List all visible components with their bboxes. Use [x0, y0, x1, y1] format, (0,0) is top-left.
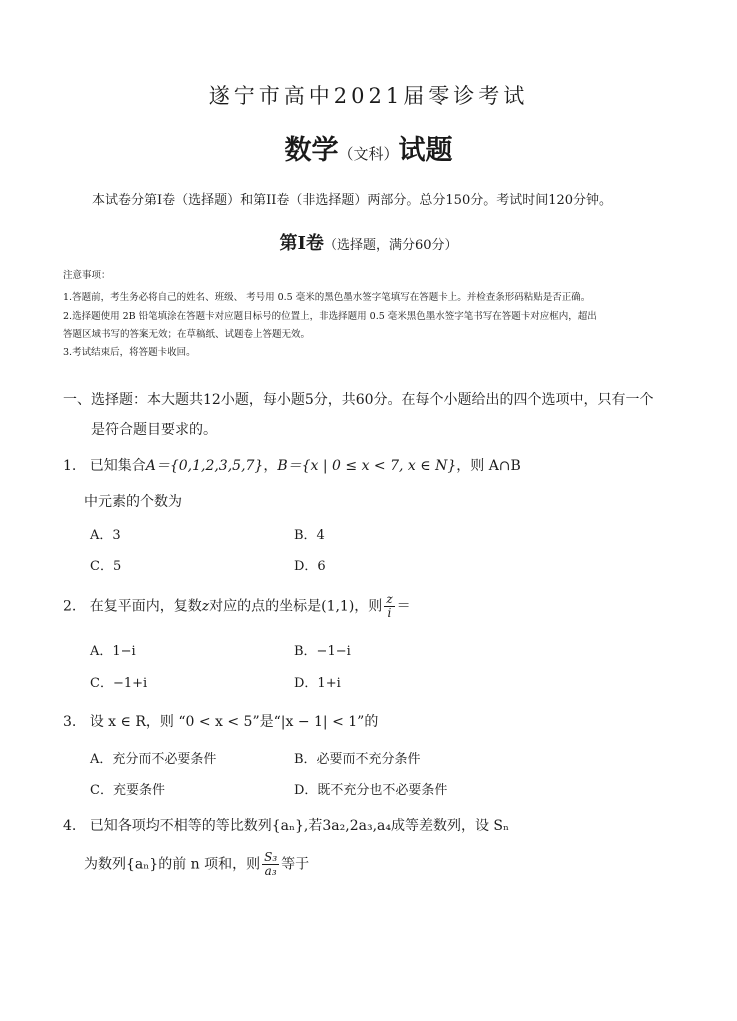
subject-paren: （文科） — [338, 145, 399, 163]
question-text: 在复平面内，复数 — [89, 598, 202, 615]
fraction-denominator: a₃ — [264, 864, 277, 878]
fraction-numerator: z — [386, 592, 393, 606]
option-a: A．充分而不必要条件 — [90, 752, 217, 767]
variable-z: z — [201, 598, 210, 615]
option-b: B．4 — [294, 528, 325, 543]
question-text: 已知集合 — [89, 458, 146, 474]
option-c: C．5 — [90, 559, 122, 574]
option-c: C．−1+i — [90, 676, 148, 691]
question-number: 4. — [63, 818, 77, 834]
question-1 — [63, 455, 521, 475]
part1-title: 第Ⅰ卷 — [279, 233, 324, 254]
question-number: 3. — [63, 714, 77, 730]
notice-item: 1.答题前，考生务必将自己的姓名、班级、 考号用 0.5 毫米的黑色墨水签字笔填写在答题卡上。并检查条形码粘贴是否正确。 — [63, 292, 591, 303]
question-text-mid: 对应的点的坐标是(1,1)，则 — [209, 598, 383, 615]
option-d: D．1+i — [294, 676, 341, 691]
option-d: D．既不充分也不必要条件 — [294, 783, 448, 798]
notice-heading: 注意事项： — [63, 270, 111, 281]
part1-subtitle: （选择题，满分60分） — [323, 238, 458, 253]
fraction-z-over-i — [384, 593, 394, 620]
notice-item: 2.选择题使用 2B 铅笔填涂在答题卡对应题目标号的位置上，非选择题用 0.5 毫米黑色墨水签字笔书写在答题卡对应框内，超出 — [63, 311, 597, 322]
option-d: D．6 — [294, 559, 326, 574]
subject-name: 数学 — [284, 135, 339, 166]
option-c: C．充要条件 — [90, 783, 165, 798]
equals-sign: ＝ — [396, 598, 411, 615]
question-text: 已知各项均不相等的等比数列{aₙ},若3a₂,2a₃,a₄成等差数列，设 Sₙ — [89, 818, 510, 834]
option-a: A．3 — [90, 528, 121, 543]
question-text-tail: 等于 — [281, 856, 310, 873]
separator: ， — [263, 458, 278, 474]
question-4 — [63, 815, 509, 835]
subject-title — [0, 128, 737, 167]
question-1-line2: 中元素的个数为 — [84, 494, 182, 510]
section-heading-line1: 一、选择题：本大题共12小题，每小题5分，共60分。在每个小题给出的四个选项中，只有一个 — [63, 392, 654, 408]
option-b: B．必要而不充分条件 — [294, 752, 421, 767]
question-3 — [63, 711, 378, 731]
question-4-line2 — [84, 851, 309, 878]
question-number: 1. — [63, 458, 77, 474]
notice-item: 3.考试结束后，将答题卡收回。 — [63, 347, 196, 358]
question-2 — [63, 593, 411, 620]
question-number: 2. — [63, 598, 77, 615]
option-a: A．1−i — [90, 644, 136, 659]
option-b: B．−1−i — [294, 644, 351, 659]
fraction-numerator: S₃ — [264, 850, 278, 864]
section-heading-line2: 是符合题目要求的。 — [91, 422, 217, 438]
set-a: A＝{0,1,2,3,5,7} — [145, 458, 264, 474]
question-text: 设 x ∈ R，则 “0 < x < 5”是“|x − 1| < 1”的 — [89, 714, 379, 730]
question-text: 为数列{aₙ}的前 n 项和，则 — [84, 856, 261, 873]
set-b: B＝{x | 0 ≤ x < 7, x ∈ N} — [277, 458, 457, 474]
fraction-s3-over-a3 — [262, 851, 279, 878]
question-text-tail: ，则 A∩B — [456, 458, 521, 474]
fraction-denominator: i — [387, 606, 392, 620]
subject-suffix: 试题 — [398, 135, 453, 166]
notice-item: 答题区域书写的答案无效；在草稿纸、试题卷上答题无效。 — [63, 329, 311, 340]
exam-title: 遂宁市高中2021届零诊考试 — [208, 84, 529, 108]
part1-heading — [0, 229, 737, 255]
exam-intro: 本试卷分第I卷（选择题）和第II卷（非选择题）两部分。总分150分。考试时间120分钟。 — [92, 193, 613, 208]
